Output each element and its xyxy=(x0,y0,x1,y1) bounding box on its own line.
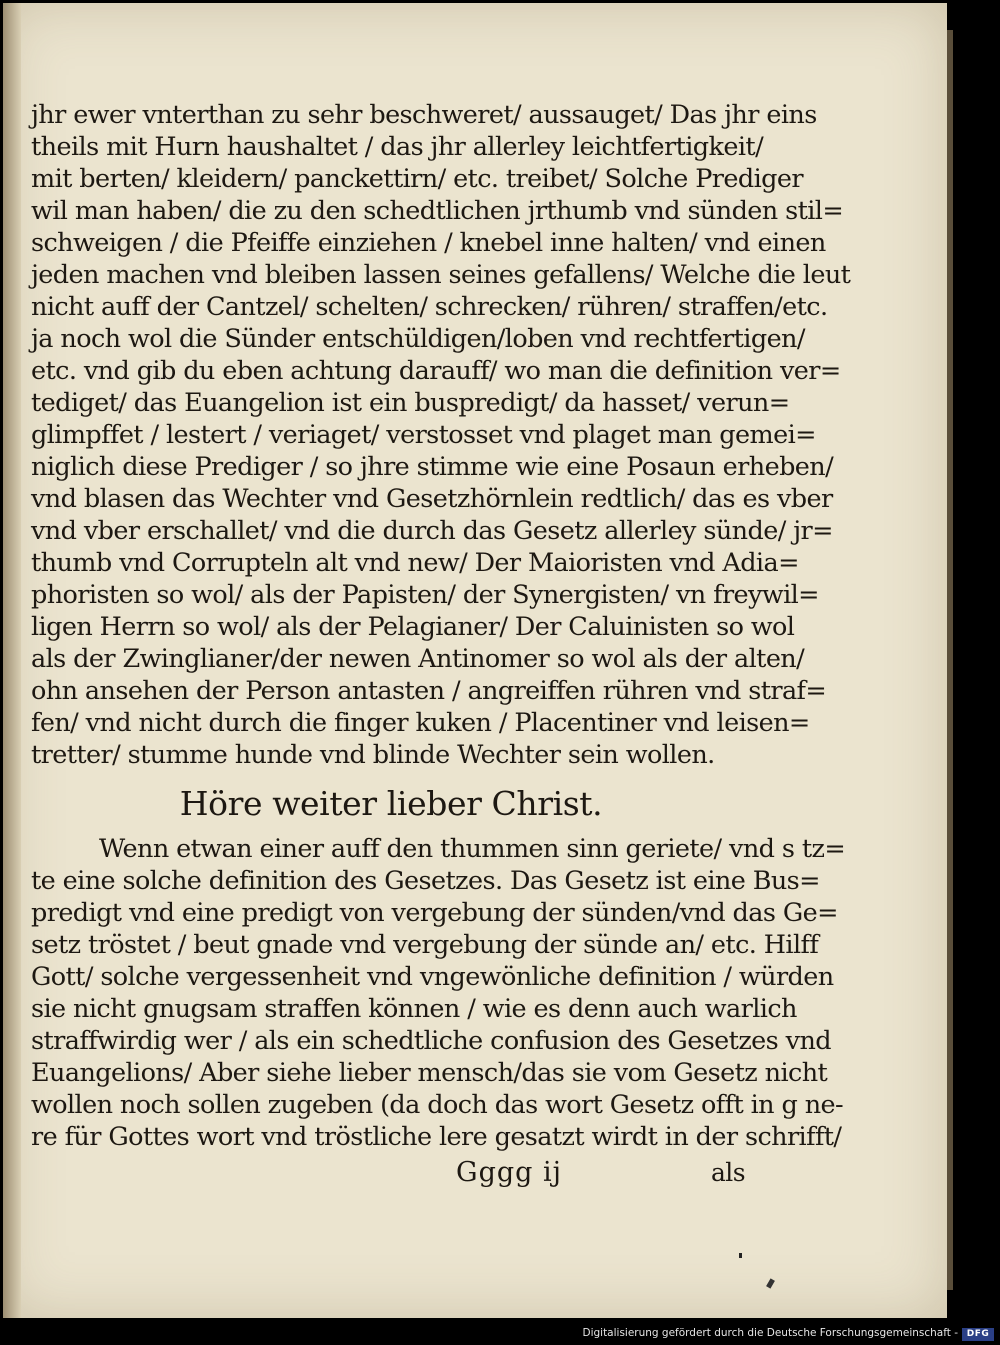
text-line: jhr ewer vnterthan zu sehr beschweret/ aussauget/ Das jhr eins xyxy=(31,100,817,130)
text-line: ohn ansehen der Person antasten / angreiffen rühren vnd straf= xyxy=(31,676,827,706)
text-line: fen/ vnd nicht durch die finger kuken / Placentiner vnd leisen= xyxy=(31,708,810,738)
catchword: als xyxy=(711,1158,745,1187)
text-line: predigt vnd eine predigt von vergebung der sünden/vnd das Ge= xyxy=(31,898,838,928)
page-speck xyxy=(766,1278,775,1288)
dfg-logo-icon: DFG xyxy=(962,1328,994,1341)
text-line: niglich diese Prediger / so jhre stimme wie eine Posaun erheben/ xyxy=(31,452,834,482)
text-line: als der Zwinglianer/der newen Antinomer so wol als der alten/ xyxy=(31,644,805,674)
text-line: setz tröstet / beut gnade vnd vergebung der sünde an/ etc. Hilff xyxy=(31,930,819,960)
text-line: schweigen / die Pfeiffe einziehen / knebel inne halten/ vnd einen xyxy=(31,228,826,258)
text-line: ligen Herrn so wol/ als der Pelagianer/ Der Caluinisten so wol xyxy=(31,612,795,642)
text-line: ja noch wol die Sünder entschüldigen/loben vnd rechtfertigen/ xyxy=(31,324,805,354)
text-line: theils mit Hurn haushaltet / das jhr allerley leichtfertigkeit/ xyxy=(31,132,764,162)
section-heading: Höre weiter lieber Christ. xyxy=(179,784,603,823)
text-line: etc. vnd gib du eben achtung darauff/ wo man die definition ver= xyxy=(31,356,841,386)
text-line: te eine solche definition des Gesetzes. Das Gesetz ist eine Bus= xyxy=(31,866,820,896)
text-line: wollen noch sollen zugeben (da doch das wort Gesetz offt in g ne- xyxy=(31,1090,844,1120)
text-line: wil man haben/ die zu den schedtlichen jrthumb vnd sünden stil= xyxy=(31,196,844,226)
text-line: Gott/ solche vergessenheit vnd vngewönliche definition / würden xyxy=(31,962,834,992)
text-line: tediget/ das Euangelion ist ein buspredigt/ da hasset/ verun= xyxy=(31,388,790,418)
page-text xyxy=(31,99,851,1193)
text-line: thumb vnd Corrupteln alt vnd new/ Der Maioristen vnd Adia= xyxy=(31,548,799,578)
signature-line xyxy=(31,1153,751,1193)
footer-bar xyxy=(0,1325,1000,1345)
text-line: Wenn etwan einer auff den thummen sinn geriete/ vnd s tz= xyxy=(99,834,846,864)
text-line: phoristen so wol/ als der Papisten/ der Synergisten/ vn freywil= xyxy=(31,580,819,610)
scanned-page xyxy=(3,3,947,1318)
text-line: vnd blasen das Wechter vnd Gesetzhörnlein redtlich/ das es vber xyxy=(31,484,833,514)
page-edge xyxy=(947,30,953,1290)
signature-mark: Gggg ij xyxy=(456,1157,563,1188)
text-line: sie nicht gnugsam straffen können / wie es denn auch warlich xyxy=(31,994,797,1024)
text-line: straffwirdig wer / als ein schedtliche confusion des Gesetzes vnd xyxy=(31,1026,831,1056)
text-line: mit berten/ kleidern/ panckettirn/ etc. treibet/ Solche Prediger xyxy=(31,164,803,194)
book-gutter xyxy=(3,3,21,1318)
text-line: glimpffet / lestert / veriaget/ verstosset vnd plaget man gemei= xyxy=(31,420,816,450)
text-line: vnd vber erschallet/ vnd die durch das Gesetz allerley sünde/ jr= xyxy=(31,516,833,546)
text-line: jeden machen vnd bleiben lassen seines gefallens/ Welche die leut xyxy=(31,260,851,290)
page-speck xyxy=(739,1253,742,1258)
footer-credit: Digitalisierung gefördert durch die Deutsche Forschungsgemeinschaft - xyxy=(582,1327,958,1339)
text-line: re für Gottes wort vnd tröstliche lere gesatzt wirdt in der schrifft/ xyxy=(31,1122,842,1152)
text-line: nicht auff der Cantzel/ schelten/ schrecken/ rühren/ straffen/etc. xyxy=(31,292,828,322)
text-line: Euangelions/ Aber siehe lieber mensch/das sie vom Gesetz nicht xyxy=(31,1058,828,1088)
text-line: tretter/ stumme hunde vnd blinde Wechter sein wollen. xyxy=(31,740,715,770)
